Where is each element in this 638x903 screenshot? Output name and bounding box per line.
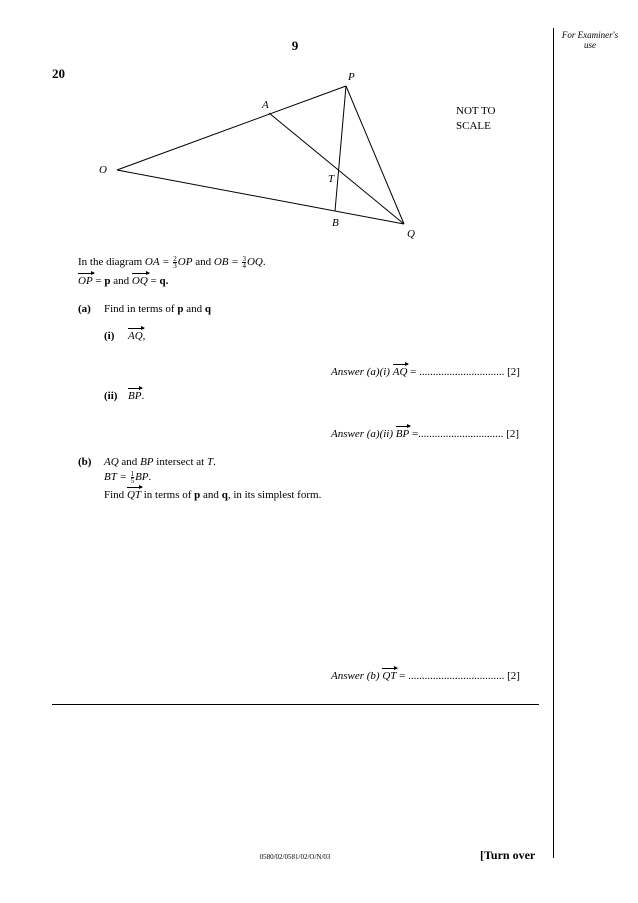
line-p-q [346,86,404,224]
oa-lhs: OA = [144,256,170,269]
vector-aq: AQ [128,330,143,342]
answer-a-i [331,366,520,378]
intro-and: and [195,256,212,269]
fraction-one-fifth: $\frac{1}{5}$ [130,470,135,485]
vector-qt: QT [126,489,141,501]
vector-bp: BP [128,390,142,402]
answer-a-i-vector: AQ [392,366,408,378]
line-o-p [117,86,346,170]
label-b: B [332,217,339,229]
part-b-line-1: AQ and BP intersect at T. [104,456,216,468]
note-line-1: NOT TO [456,105,496,117]
fraction-two-thirds: $\frac{2}{3}$ [173,255,177,270]
vector-oq: OQ [131,275,148,287]
part-b-line-3: Find QT in terms of p and q, in its simplest form. [104,489,322,501]
page-number: 9 [291,38,299,53]
line-a-q [269,113,404,224]
part-a-text: Find in terms of p and q [104,303,211,315]
part-b-label: (b) [78,456,92,468]
intro-line-2: OP = p and OQ = q. [78,275,169,287]
line-o-q [117,170,404,224]
fraction-three-quarters: $\frac{3}{4}$ [242,255,246,270]
ob-lhs: OB = [213,256,239,269]
section-divider [52,704,539,705]
label-q: Q [407,228,415,240]
label-o: O [99,164,107,176]
turn-over-label: [Turn over [480,848,536,862]
vector-op: OP [78,275,93,287]
answer-b-marks: [2] [507,670,520,682]
answer-a-i-marks: [2] [507,366,520,378]
part-a-ii-label: (ii) [104,390,118,402]
ob-rhs: OQ [246,256,263,269]
answer-a-ii-vector: BP [395,428,410,440]
answer-b-vector: QT [382,670,397,682]
part-b-line-2: BT = $\frac{1}{5}$ BP. [104,470,152,485]
label-t: T [328,173,335,185]
part-a-i-label: (i) [104,330,115,342]
part-a-ii-vector: BP. [128,390,145,402]
answer-a-ii-marks: [2] [506,428,520,440]
label-p: P [348,71,355,83]
answer-a-i-prefix: Answer (a)(i) [331,366,390,378]
note-line-2: SCALE [456,120,491,132]
answer-a-ii-prefix: Answer (a)(ii) [331,428,394,440]
vector-p: p [104,275,111,287]
question-number: 20 [52,66,65,81]
intro-line-1: In the diagram OA = $\frac{2}{3}$ OP and OB = $\frac{3}{4}$ OQ. [78,255,266,270]
not-to-scale-note [456,104,495,134]
examiner-use-label: For Examiner's use [561,30,619,50]
intro-prefix: In the diagram [78,256,143,269]
part-a-i-vector: AQ, [128,330,146,342]
label-a: A [262,99,269,111]
answer-a-ii-dots[interactable]: =............................... [411,428,504,440]
answer-b [331,670,520,682]
line-b-p [335,86,346,211]
answer-a-ii [331,428,519,440]
answer-b-dots[interactable]: = ................................... [399,670,505,682]
answer-b-prefix: Answer (b) [331,670,380,682]
answer-a-i-dots[interactable]: = ............................... [410,366,505,378]
paper-code: 0580/02/0581/02/O/N/03 [259,853,331,861]
part-a-label: (a) [78,303,91,315]
vector-q: q [159,275,166,287]
oa-rhs: OP [177,256,193,269]
